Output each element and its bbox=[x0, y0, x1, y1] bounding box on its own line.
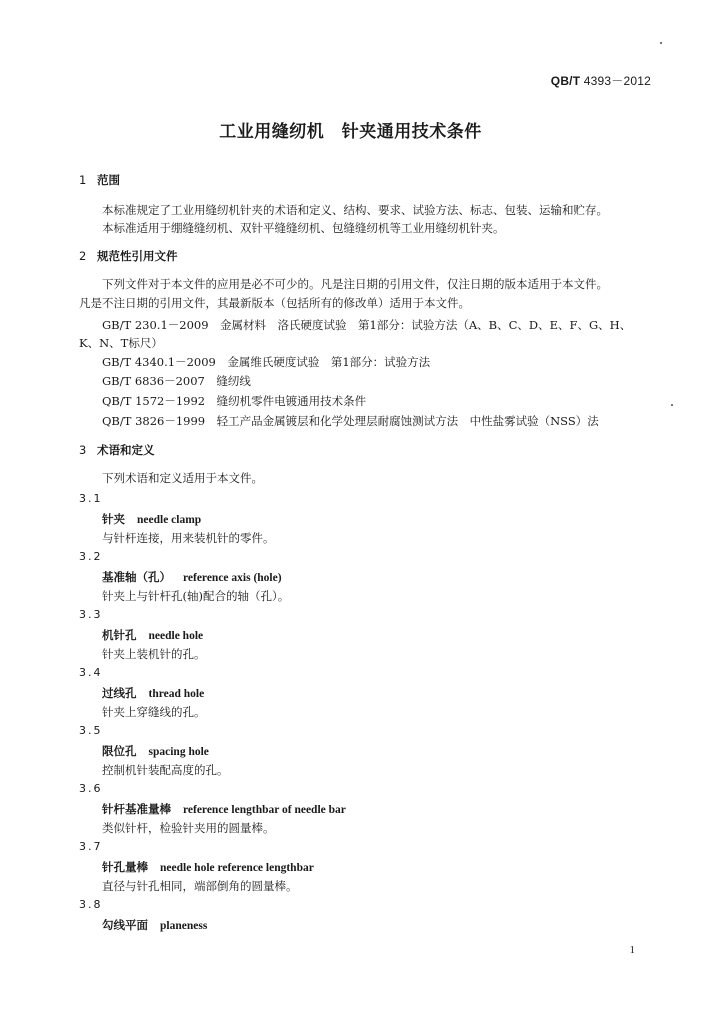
reference-item: QB/T 3826－1999 轻工产品金属镀层和化学处理层耐腐蚀测试方法 中性盐雾试验（NSS）法 bbox=[102, 414, 599, 428]
term-heading bbox=[102, 801, 346, 817]
term-heading bbox=[102, 511, 201, 527]
term-english: spacing hole bbox=[148, 746, 209, 758]
term-chinese: 基准轴（孔） bbox=[102, 570, 171, 584]
section-1-paragraph-1: 本标准规定了工业用缝纫机针夹的术语和定义、结构、要求、试验方法、标志、包装、运输和贮存。 bbox=[102, 203, 608, 217]
term-heading bbox=[102, 685, 204, 701]
page-number: 1 bbox=[629, 944, 635, 956]
term-definition: 直径与针孔相同，端部倒角的圆量棒。 bbox=[102, 879, 298, 893]
document-title: 工业用缝纫机 针夹通用技术条件 bbox=[219, 122, 482, 142]
section-title: 术语和定义 bbox=[97, 443, 155, 457]
term-heading bbox=[102, 627, 203, 643]
term-number: 3.6 bbox=[79, 782, 103, 795]
section-number: 3 bbox=[79, 443, 87, 457]
term-number: 3.7 bbox=[79, 840, 103, 853]
term-number: 3.2 bbox=[79, 550, 103, 563]
reference-item-continuation: K、N、T标尺） bbox=[79, 336, 163, 350]
term-definition: 与针杆连接，用来装机针的零件。 bbox=[102, 531, 275, 545]
term-heading bbox=[102, 859, 314, 875]
section-title: 范围 bbox=[97, 173, 120, 187]
term-number: 3.4 bbox=[79, 666, 103, 679]
term-definition: 针夹上装机针的孔。 bbox=[102, 647, 206, 661]
term-chinese: 勾线平面 bbox=[102, 918, 148, 932]
standard-code bbox=[551, 72, 651, 89]
term-definition: 类似针杆，检验针夹用的圆量棒。 bbox=[102, 821, 275, 835]
term-english: needle hole reference lengthbar bbox=[160, 862, 314, 874]
term-english: reference axis (hole) bbox=[183, 572, 282, 584]
term-chinese: 过线孔 bbox=[102, 686, 137, 700]
reference-item: QB/T 1572－1992 缝纫机零件电镀通用技术条件 bbox=[102, 394, 367, 408]
section-1-heading bbox=[79, 172, 120, 188]
term-english: needle hole bbox=[148, 630, 204, 642]
section-2-paragraph-line-2: 凡是不注日期的引用文件，其最新版本（包括所有的修改单）适用于本文件。 bbox=[79, 296, 470, 310]
standard-number: 4393－2012 bbox=[583, 74, 651, 88]
term-chinese: 针杆基准量棒 bbox=[102, 802, 171, 816]
section-2-paragraph-line-1: 下列文件对于本文件的应用是必不可少的。凡是注日期的引用文件，仅注日期的版本适用于本文件。 bbox=[102, 277, 608, 291]
section-title: 规范性引用文件 bbox=[97, 249, 178, 263]
term-number: 3.5 bbox=[79, 724, 103, 737]
reference-item: GB/T 4340.1－2009 金属维氏硬度试验 第1部分：试验方法 bbox=[102, 355, 431, 369]
section-1-paragraph-2: 本标准适用于绷缝缝纫机、双针平缝缝纫机、包缝缝纫机等工业用缝纫机针夹。 bbox=[102, 221, 505, 235]
term-chinese: 针孔量棒 bbox=[102, 860, 148, 874]
term-number: 3.1 bbox=[79, 492, 103, 505]
term-english: planeness bbox=[160, 920, 208, 932]
reference-item: GB/T 6836－2007 缝纫线 bbox=[102, 374, 251, 388]
term-heading bbox=[102, 917, 207, 933]
term-definition: 控制机针装配高度的孔。 bbox=[102, 763, 229, 777]
scan-speck bbox=[671, 404, 673, 406]
reference-item: GB/T 230.1－2009 金属材料 洛氏硬度试验 第1部分：试验方法（A、B、C、D、E、F、G、H、 bbox=[102, 318, 632, 332]
term-heading bbox=[102, 743, 209, 759]
term-number: 3.8 bbox=[79, 898, 103, 911]
section-3-intro: 下列术语和定义适用于本文件。 bbox=[102, 471, 263, 485]
term-chinese: 限位孔 bbox=[102, 744, 137, 758]
term-number: 3.3 bbox=[79, 608, 103, 621]
term-chinese: 针夹 bbox=[102, 512, 125, 526]
term-english: needle clamp bbox=[137, 514, 202, 526]
term-heading bbox=[102, 569, 282, 585]
term-chinese: 机针孔 bbox=[102, 628, 137, 642]
term-english: reference lengthbar of needle bar bbox=[183, 804, 346, 816]
section-number: 1 bbox=[79, 173, 87, 187]
section-3-heading bbox=[79, 442, 155, 458]
scan-speck bbox=[660, 42, 662, 44]
section-number: 2 bbox=[79, 249, 87, 263]
section-2-heading bbox=[79, 248, 178, 264]
term-english: thread hole bbox=[148, 688, 205, 700]
standard-prefix: QB/T bbox=[550, 74, 581, 88]
term-definition: 针夹上与针杆孔(轴)配合的轴（孔）。 bbox=[102, 589, 290, 603]
term-definition: 针夹上穿缝线的孔。 bbox=[102, 705, 206, 719]
